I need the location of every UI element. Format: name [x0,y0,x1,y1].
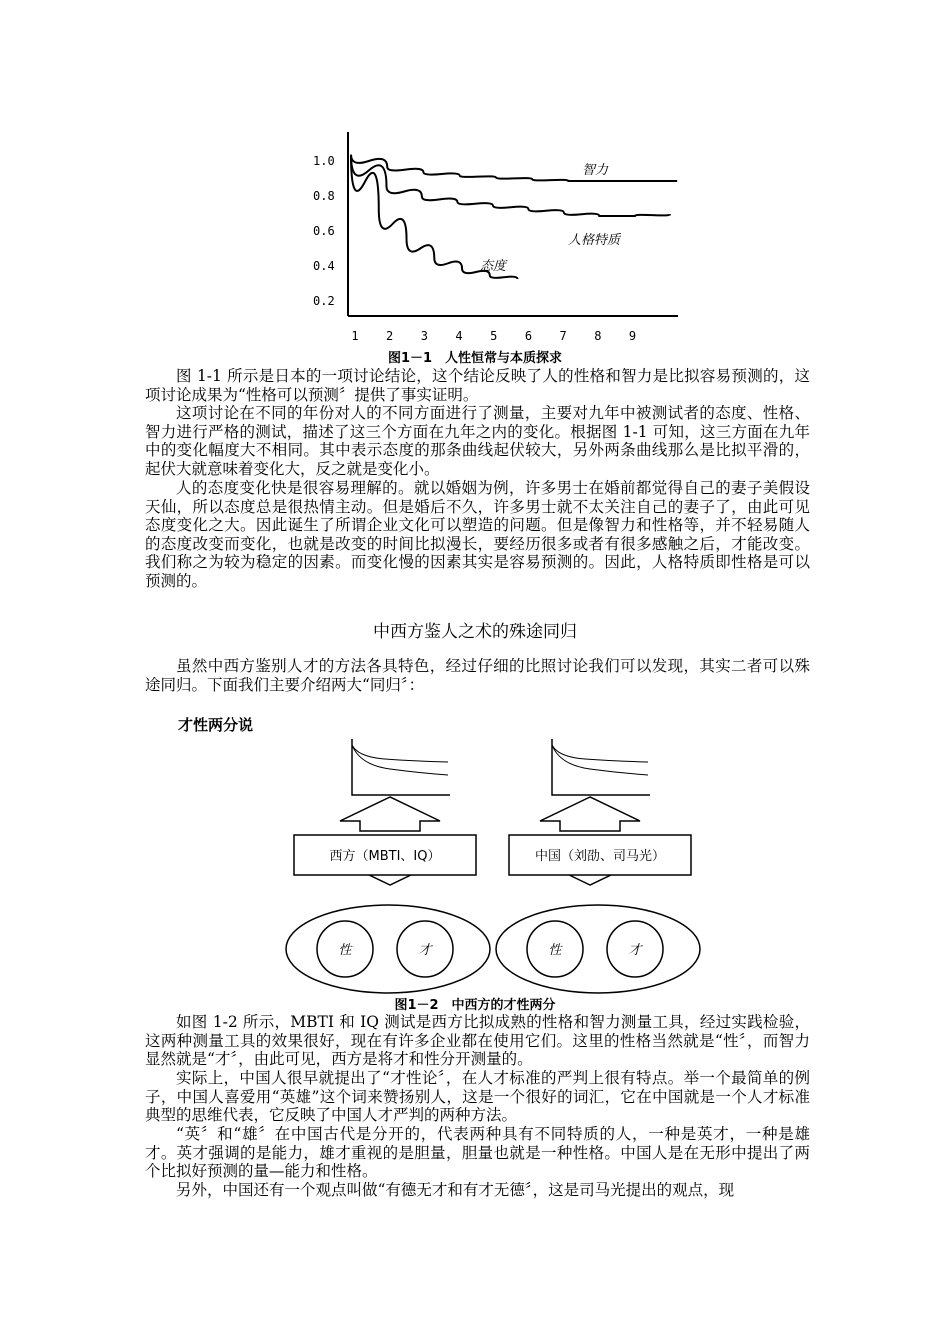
box-china-label: 中国（刘劭、司马光） [534,849,666,864]
y-tick-label: 1.0 [313,154,335,168]
paragraph-5: 实际上，中国人很早就提出了“才性论〞，在人才标准的严判上很有特点。举一个最简单的例子，中国人喜爱用“英雄”这个词来赞扬别人，这是一个很好的词汇，它在中国就是一个人才标准典型的思维代表，它反映了中国人才严判的两种方法。 [145,1069,810,1125]
paragraph-4: 如图 1-2 所示，MBTI 和 IQ 测试是西方比拟成熟的性格和智力测量工具，经过实践检验，这两种测量工具的效果很好，现在有许多企业都在使用它们。这里的性格当然就是“性〞，而智力显然就是“才〞，由此可见，西方是将才和性分开测量的。 [145,1013,810,1069]
paragraph-3: 人的态度变化快是很容易理解的。就以婚姻为例，许多男士在婚前都觉得自己的妻子美假设天仙，所以态度总是很热情主动。但是婚后不久，许多男士就不太关注自己的妻子了，由此可见态度变化之大。因此诞生了所谓企业文化可以塑造的问题。但是像智力和性格等，并不轻易随人的态度改变而变化，也就是改变的时间比拟漫长，要经历很多或者有很多感触之后，才能改变。我们称之为较为稳定的因素。而变化慢的因素其实是容易预测的。因此，人格特质即性格是可以预测的。 [145,479,810,590]
paragraph-intro: 虽然中西方鉴别人才的方法各具特色，经过仔细的比照讨论我们可以发现，其实二者可以殊途同归。下面我们主要介绍两大“同归〞： [145,657,810,694]
circle-china-right-label: 才 [628,943,642,958]
y-tick-label: 0.4 [313,259,335,273]
x-tick-label: 7 [559,329,567,343]
y-tick-label: 0.6 [313,224,335,238]
y-tick-label: 0.2 [313,294,335,308]
paragraph-7: 另外，中国还有一个观点叫做“有德无才和有才无德〞，这是司马光提出的观点，现 [176,1181,735,1199]
x-tick-label: 1 [351,329,359,343]
figure-1-1-chart [0,0,950,360]
series-label: 态度 [480,259,507,274]
series-label: 人格特质 [568,233,621,248]
x-tick-label: 6 [524,329,533,343]
box-west-label: 西方（MBTI、IQ） [329,849,441,864]
series-line [351,155,677,181]
paragraph-6: “英〞和“雄〞在中国古代是分开的，代表两种具有不同特质的人，一种是英才，一种是雄才。英才强调的是能力，雄才重视的是胆量，胆量也就是一种性格。中国人是在无形中提出了两个比拟好预测的量—能力和性格。 [145,1125,810,1181]
circle-china-left-label: 性 [548,943,562,958]
circle-west-left-label: 性 [338,943,352,958]
figure-1-2-diagram [0,735,950,995]
paragraph-1: 图 1-1 所示是日本的一项讨论结论，这个结论反映了人的性格和智力是比拟容易预测的，这项讨论成果为“性格可以预测〞提供了事实证明。 [145,367,810,404]
section-title: 中西方鉴人之术的殊途同归 [373,622,577,642]
paragraph-2: 这项讨论在不同的年份对人的不同方面进行了测量，主要对九年中被测试者的态度、性格、智力进行严格的测试，描述了这三个方面在九年之内的变化。根据图 1-1 可知，这三方面在九年中的变化幅度大不相同。其中表示态度的那条曲线起伏较大，另外两条曲线那么是比拟平滑的，起伏大就意味着变化大，反之就是变化小。 [145,404,810,478]
x-tick-label: 3 [420,329,428,343]
figure-1-2-caption: 图1－2 中西方的才性两分 [394,998,556,1013]
subheading: 才性两分说 [178,716,254,734]
x-tick-label: 5 [490,329,498,343]
mini-chart-west [352,739,450,795]
x-tick-label: 2 [386,329,394,343]
x-tick-label: 4 [455,329,463,343]
y-tick-label: 0.8 [313,189,335,203]
series-line [351,155,670,216]
figure-1-1-caption: 图1－1 人性恒常与本质探求 [387,351,563,366]
x-tick-label: 9 [628,329,637,343]
mini-chart-china [552,739,650,795]
circle-west-right-label: 才 [418,943,432,958]
x-tick-label: 8 [594,329,602,343]
series-label: 智力 [582,163,609,178]
